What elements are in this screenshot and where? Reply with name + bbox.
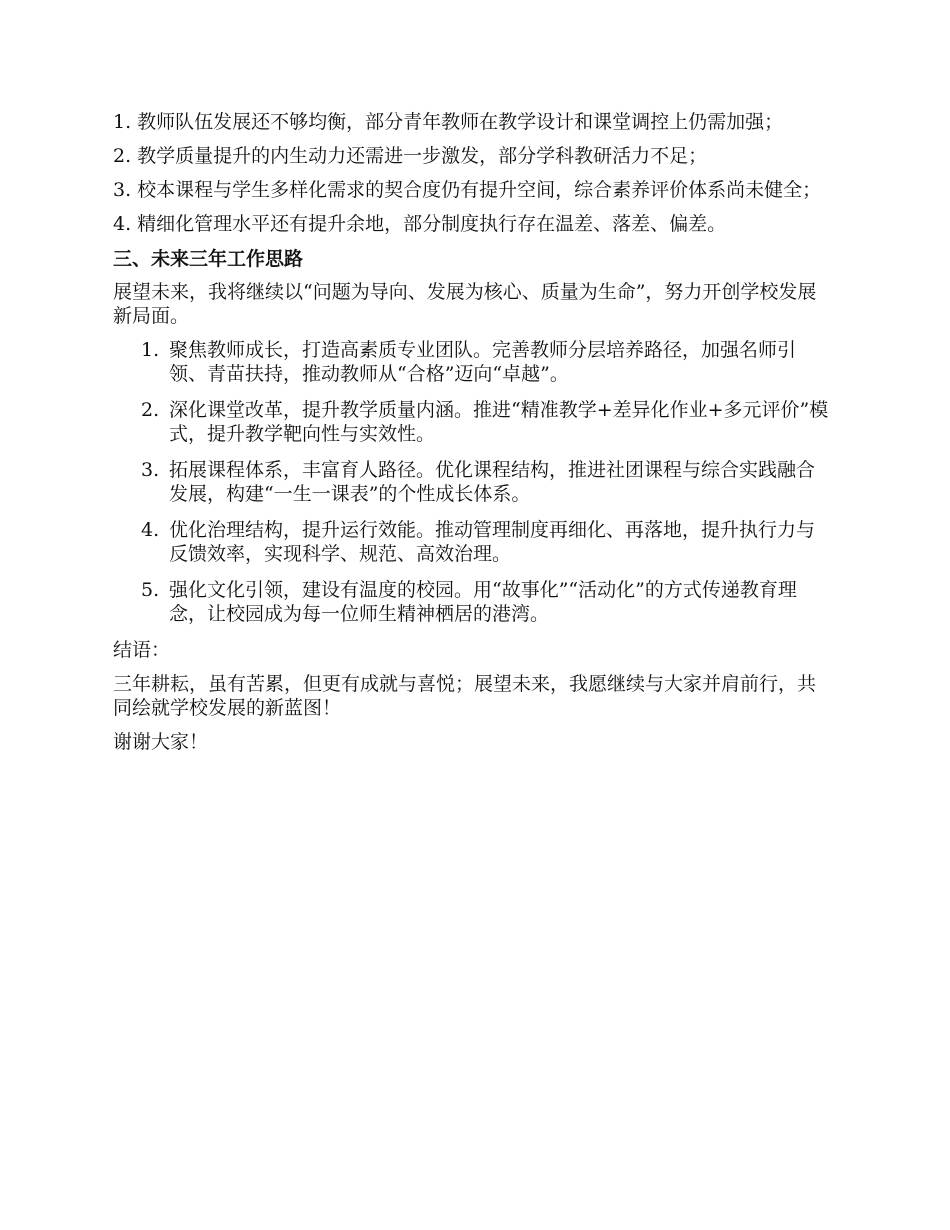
document-page (113, 110, 830, 764)
plan-item-2 (113, 398, 830, 446)
plan-item-text: 深化课堂改革，提升教学质量内涵。推进“精准教学+差异化作业+多元评价”模式，提升教学靶向性与实效性。 (169, 399, 829, 445)
issue-item-3: 3. 校本课程与学生多样化需求的契合度仍有提升空间，综合素养评价体系尚未健全； (113, 179, 822, 201)
plan-item-number: 3. (141, 459, 160, 481)
plan-item-text: 聚焦教师成长，打造高素质专业团队。完善教师分层培养路径，加强名师引领、青苗扶持，推动教师从“合格”迈向“卓越”。 (169, 339, 797, 385)
section-intro: 展望未来，我将继续以“问题为导向、发展为核心、质量为生命”，努力开创学校发展新局面。 (113, 281, 817, 327)
plan-item-number: 5. (141, 579, 160, 601)
conclusion-label: 结语： (113, 639, 171, 661)
plan-item-3 (113, 458, 830, 506)
plan-item-number: 4. (141, 519, 160, 541)
plan-item-number: 2. (141, 399, 160, 421)
issue-item-1: 1. 教师队伍发展还不够均衡，部分青年教师在教学设计和课堂调控上仍需加强； (113, 111, 784, 133)
plan-list (113, 338, 830, 626)
conclusion-body: 三年耕耘，虽有苦累，但更有成就与喜悦；展望未来，我愿继续与大家并肩前行，共同绘就学校发展的新蓝图！ (113, 673, 817, 719)
plan-item-text: 优化治理结构，提升运行效能。推动管理制度再细化、再落地，提升执行力与反馈效率，实现科学、规范、高效治理。 (169, 519, 816, 565)
plan-item-text: 强化文化引领，建设有温度的校园。用“故事化”“活动化”的方式传递教育理念，让校园成为每一位师生精神栖居的港湾。 (169, 579, 797, 625)
plan-item-number: 1. (141, 339, 160, 361)
section-heading-future-plan: 三、未来三年工作思路 (113, 248, 304, 270)
plan-item-1 (113, 338, 830, 386)
issue-item-2: 2. 教学质量提升的内生动力还需进一步激发，部分学科教研活力不足； (113, 145, 708, 167)
plan-item-5 (113, 578, 830, 626)
plan-item-4 (113, 518, 830, 566)
issue-item-4: 4. 精细化管理水平还有提升余地，部分制度执行存在温差、落差、偏差。 (113, 213, 727, 235)
closing-thanks: 谢谢大家！ (113, 731, 209, 753)
plan-item-text: 拓展课程体系，丰富育人路径。优化课程结构，推进社团课程与综合实践融合发展，构建“一生一课表”的个性成长体系。 (169, 459, 816, 505)
